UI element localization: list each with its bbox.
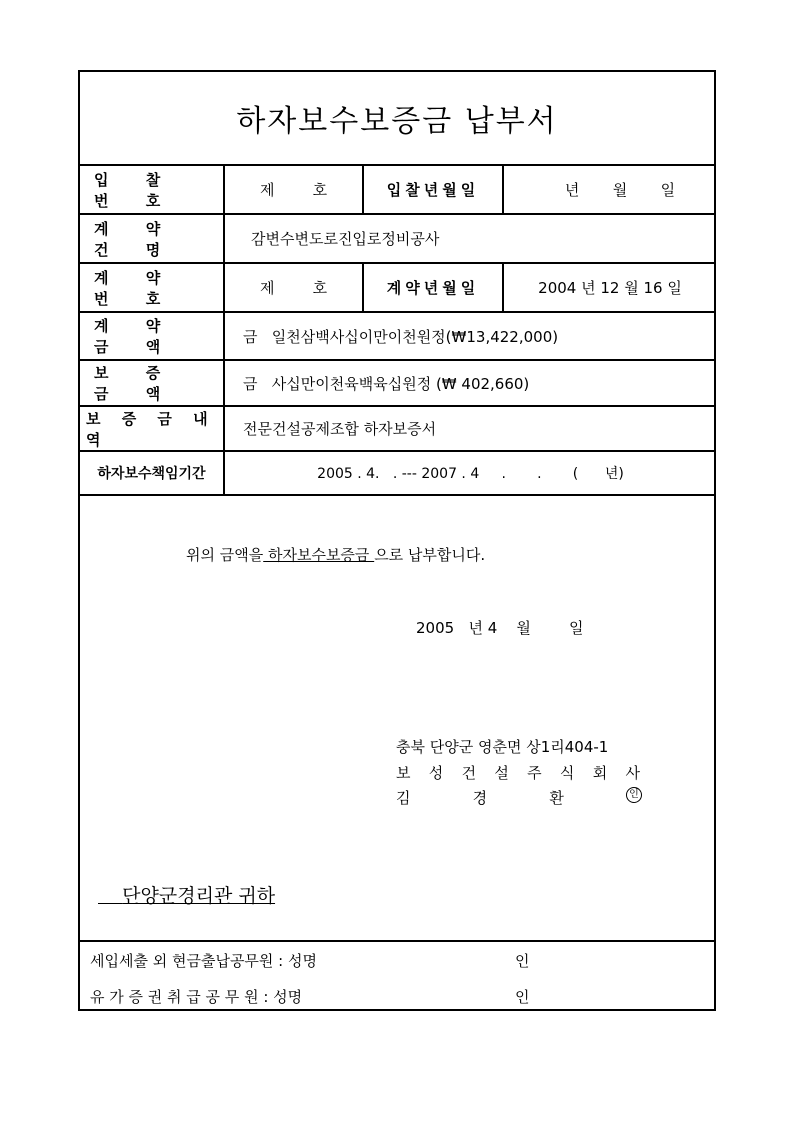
company-char: 보: [396, 764, 411, 782]
company-char: 건: [461, 764, 477, 782]
statement-area: [80, 496, 714, 942]
representative-name: [396, 787, 642, 808]
statement-prefix: 위의 금액을: [186, 546, 264, 564]
seal-icon: 인: [626, 787, 642, 803]
contract-date-label: 계약년월일: [362, 264, 504, 311]
row-guarantee-detail: [80, 407, 714, 452]
company-char: 회: [592, 764, 608, 782]
contract-name-label: 계 약 건 명: [80, 215, 225, 262]
company-char: 사: [625, 764, 640, 782]
date-line: 2005 년 4 월 일: [416, 619, 584, 637]
statement-text: [186, 544, 485, 565]
guarantee-amount-value: 금 사십만이천육백육십원정 (₩ 402,660): [243, 374, 530, 393]
contract-amount-label: 계 약 금 액: [80, 313, 225, 359]
recipient-line: [98, 881, 275, 908]
company-char: 성: [428, 764, 444, 782]
contract-no-value: 제 호: [259, 279, 328, 297]
bid-no-label: 입 찰 번 호: [80, 166, 225, 213]
contract-date-value: 2004 년 12 월 16 일: [538, 279, 682, 297]
guarantee-amount-label: 보 증 금 액: [80, 361, 225, 405]
address: 충북 단양군 영춘면 상1리404-1: [396, 738, 609, 756]
payment-form: [78, 70, 716, 1011]
representative-char: 환: [549, 789, 564, 807]
row-warranty-period: [80, 452, 714, 496]
contract-name-value: 감변수변도로진입로정비공사: [251, 230, 440, 248]
company-char: 설: [494, 764, 509, 782]
contract-amount-value: 금 일천삼백사십이만이천원정(₩13,422,000): [243, 327, 559, 346]
recipient-text: 단양군경리관 귀하: [122, 885, 276, 907]
securities-officer-label: 유 가 증 권 취 급 공 무 원 : 성명: [90, 988, 303, 1006]
row-contract-no: [80, 264, 714, 313]
securities-officer-seal: 인: [515, 988, 530, 1006]
row-contract-amount: [80, 313, 714, 361]
guarantee-detail-label: 보 증 금 내 역: [80, 407, 225, 450]
warranty-period-value: 2005 . 4. . --- 2007 . 4 . . ( 년): [317, 466, 624, 482]
recipient: [98, 885, 275, 907]
warranty-period-label: 하자보수책임기간: [80, 452, 225, 494]
statement-underlined: 하자보수보증금: [263, 546, 375, 564]
contract-no-label: 계 약 번 호: [80, 264, 225, 311]
bid-date-value: 년 월 일: [564, 181, 676, 199]
company-char: 주: [527, 764, 542, 782]
bid-date-label: 입찰년월일: [362, 166, 504, 213]
representative-char: 경: [472, 789, 488, 807]
statement-suffix: 으로 납부합니다.: [374, 546, 486, 564]
form-title: 하자보수보증금 납부서: [80, 72, 714, 166]
representative-char: 김: [396, 789, 411, 807]
row-guarantee-amount: [80, 361, 714, 407]
row-bid: [80, 166, 714, 215]
guarantee-detail-value: 전문건설공제조합 하자보증서: [243, 420, 437, 438]
bid-no-value: 제 호: [259, 181, 328, 199]
cashier-seal: 인: [515, 952, 530, 970]
cashier-label: 세입세출 외 현금출납공무원 : 성명: [90, 952, 317, 970]
row-contract-name: [80, 215, 714, 264]
company-name: [396, 762, 640, 783]
company-char: 식: [559, 764, 575, 782]
